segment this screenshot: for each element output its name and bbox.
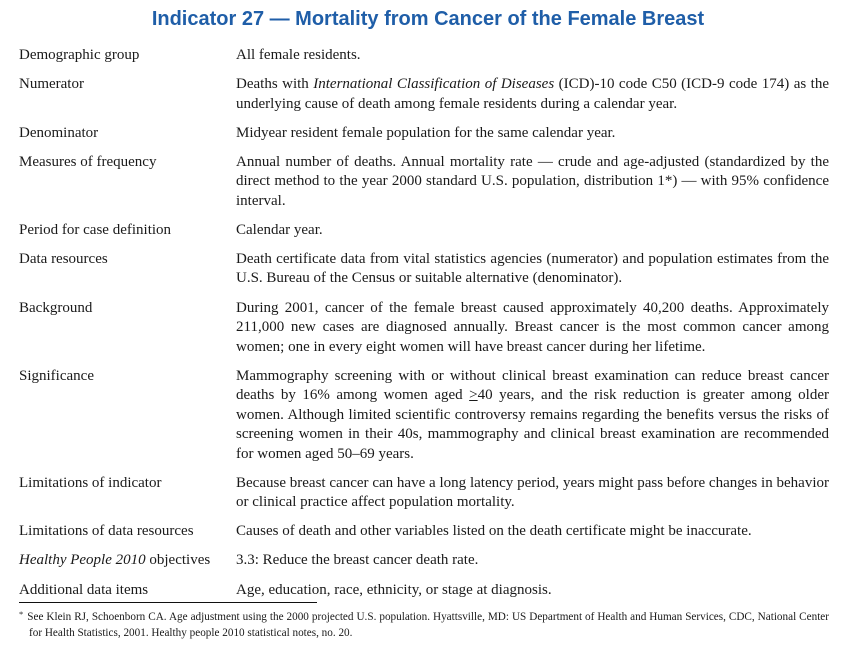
measures-of-frequency-value — [236, 153, 829, 212]
measures-of-frequency-value-text: Annual number of deaths. Annual mortality rate — crude and age-adjusted (standardized by the direct method to the year 2000 standard U.S. population, distribution 1*) — with 95% confidence interval. — [236, 153, 829, 209]
significance-label — [19, 367, 236, 387]
period-for-case-definition-label-text: Period for case definition — [19, 221, 172, 238]
footnote-mark: * — [19, 609, 24, 619]
additional-data-items-value — [236, 581, 829, 601]
numerator-label-text: Numerator — [19, 76, 84, 93]
table-row-measures-of-frequency — [19, 153, 829, 212]
denominator-label-text: Denominator — [19, 124, 99, 141]
table-row-additional-data-items — [19, 581, 829, 601]
period-for-case-definition-value — [236, 221, 829, 241]
limitations-of-indicator-label — [19, 474, 236, 494]
additional-data-items-label-text: Additional data items — [19, 581, 149, 598]
period-for-case-definition-value-text: Calendar year. — [236, 221, 323, 238]
significance-value — [236, 367, 829, 465]
healthy-people-objectives-value — [236, 551, 829, 571]
table-row-healthy-people-objectives — [19, 551, 829, 571]
table-row-significance — [19, 367, 829, 465]
measures-of-frequency-label-text: Measures of frequency — [19, 153, 157, 170]
background-value-text: During 2001, cancer of the female breast caused approximately 40,200 deaths. Approximately 211,000 new cases are diagnosed annually. Breast cancer is the most common cancer among women; one in every eight women will have breast cancer during her lifetime. — [236, 299, 829, 355]
table-row-numerator — [19, 75, 829, 114]
table-row-demographic-group — [19, 46, 829, 66]
limitations-of-indicator-value-text: Because breast cancer can have a long latency period, years might pass before changes in behavior or clinical practice affect population mortality. — [236, 474, 829, 511]
significance-value-text: Mammography screening with or without clinical breast examination can reduce breast cancer deaths by 16% among women aged — [236, 367, 829, 404]
table-row-period-for-case-definition — [19, 221, 829, 241]
footnote — [19, 607, 829, 641]
additional-data-items-label — [19, 581, 236, 601]
limitations-of-indicator-value — [236, 474, 829, 513]
table-row-limitations-of-indicator — [19, 474, 829, 513]
table-row-data-resources — [19, 250, 829, 289]
table-row-background — [19, 299, 829, 358]
page-title: Indicator 27 — Mortality from Cancer of the Female Breast — [151, 8, 705, 30]
limitations-of-data-resources-label — [19, 522, 236, 542]
healthy-people-objectives-label — [19, 551, 236, 571]
limitations-of-indicator-label-text: Limitations of indicator — [19, 474, 162, 491]
indicator-table — [19, 46, 829, 610]
demographic-group-value — [236, 46, 829, 66]
table-row-limitations-of-data-resources — [19, 522, 829, 542]
measures-of-frequency-label — [19, 153, 236, 173]
demographic-group-label-text: Demographic group — [19, 47, 140, 63]
denominator-value-text: Midyear resident female population for the same calendar year. — [236, 124, 616, 141]
healthy-people-objectives-label-text: Healthy People 2010 — [19, 552, 146, 569]
data-resources-value — [236, 250, 829, 289]
background-label-text: Background — [19, 299, 93, 316]
period-for-case-definition-label — [19, 221, 236, 241]
numerator-value-text: International Classification of Diseases — [313, 76, 555, 93]
demographic-group-label — [19, 46, 236, 66]
numerator-value-text: (ICD)-10 code C50 (ICD-9 code 174) as the underlying cause of death among female residents during a calendar year. — [236, 76, 830, 112]
limitations-of-data-resources-value — [236, 522, 829, 542]
table-row-denominator — [19, 124, 829, 144]
data-resources-value-text: Death certificate data from vital statistics agencies (numerator) and population estimates from the U.S. Bureau of the Census or suitable alternative (denominator). — [236, 250, 829, 287]
significance-value-text: 40 years, and the risk reduction is greater among older women. Although limited scientific controversy remains regarding the benefits versus the risks of screening women in their 40s, mammography and clinical breast examination are recommended for women aged 50–69 years. — [236, 387, 829, 462]
significance-value-text: > — [469, 387, 478, 404]
footnote-divider — [19, 602, 317, 603]
additional-data-items-value-text: Age, education, race, ethnicity, or stage at diagnosis. — [236, 581, 552, 598]
data-resources-label — [19, 250, 236, 270]
demographic-group-value-text: All female residents. — [236, 47, 361, 63]
numerator-label — [19, 75, 236, 95]
denominator-label — [19, 124, 236, 144]
denominator-value — [236, 124, 829, 144]
background-value — [236, 299, 829, 358]
background-label — [19, 299, 236, 319]
data-resources-label-text: Data resources — [19, 250, 108, 267]
limitations-of-data-resources-label-text: Limitations of data resources — [19, 523, 194, 540]
healthy-people-objectives-value-text: 3.3: Reduce the breast cancer death rate. — [236, 552, 479, 569]
healthy-people-objectives-label-text: objectives — [145, 552, 211, 569]
numerator-value — [236, 75, 829, 114]
significance-label-text: Significance — [19, 367, 94, 384]
limitations-of-data-resources-value-text: Causes of death and other variables listed on the death certificate might be inaccurate. — [236, 523, 752, 540]
footnote-text: See Klein RJ, Schoenborn CA. Age adjustment using the 2000 projected U.S. population. Hyattsville, MD: US Department of Health and Human Services, CDC, National Center for Health Statistics, 2001. Healthy people 2010 statistical notes, no. 20. — [27, 611, 829, 639]
numerator-value-text: Deaths with — [236, 76, 314, 93]
